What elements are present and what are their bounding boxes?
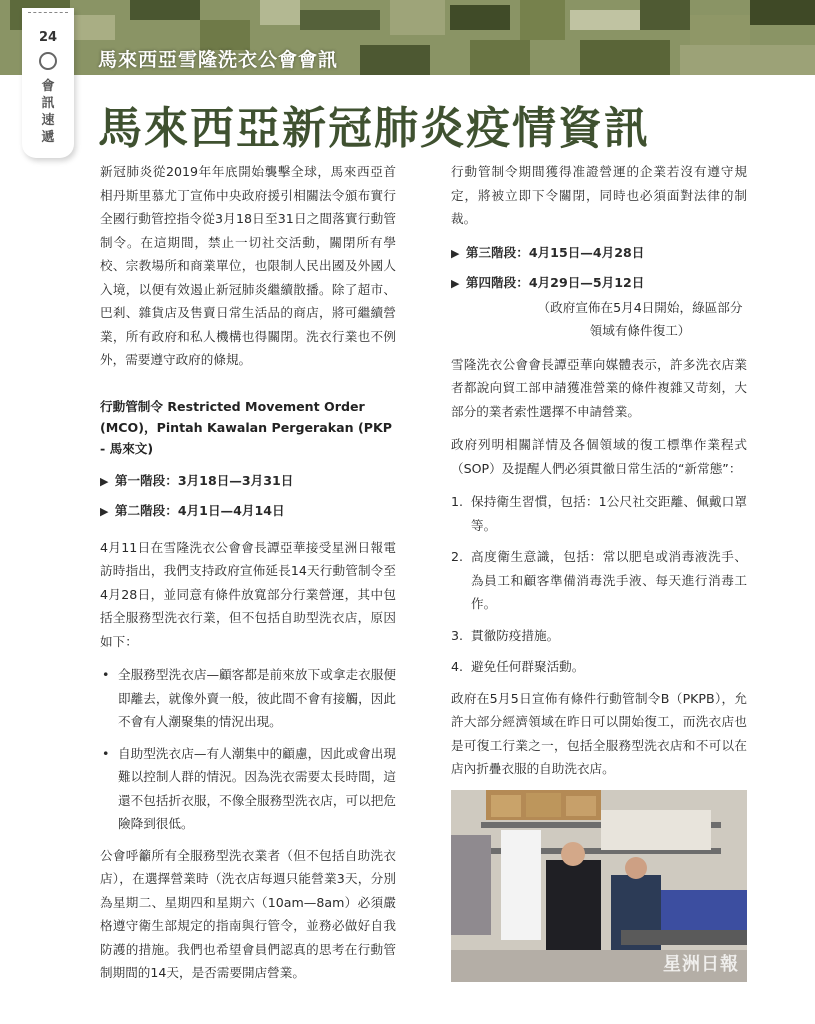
tab-label-char: 速 (41, 113, 55, 128)
list-item-text: 自助型洗衣店—有人潮集中的顧慮，因此或會出現難以控制人群的情況。因為洗衣需要太長時間，這還不包括折衣服，不像全服務型洗衣店，可以把危險降到很低。 (118, 745, 396, 831)
left-column (100, 160, 396, 995)
para-4: 行動管制令期間獲得准證營運的企業若沒有遵守規定，將被立即下令關閉，同時也必須面對法律的制裁。 (451, 164, 747, 226)
list-item (451, 655, 747, 679)
para-2: 4月11日在雪隆洗衣公會會長譚亞華接受星洲日報電訪時指出，我們支持政府宣佈延長14天行動管制令至4月28日，並同意有條件放寬部分行業營運，其中包括全服務型洗衣行業，但不包括自助型洗衣店，原因如下： (100, 539, 396, 649)
stage-4-note: （政府宣佈在5月4日開始，綠區部分領域有條件復工） (537, 299, 743, 338)
list-item-text: 保持衛生習慣，包括：1公尺社交距離、佩戴口罩等。 (471, 494, 747, 533)
ring-icon (39, 52, 57, 70)
stage-2 (100, 499, 396, 524)
para-7: 政府在5月5日宣佈有條件行動管制令B（PKPB），允許大部分經濟領域在昨日可以開始復工，而洗衣店也是可復工行業之一，包括全服務型洗衣店和不可以在店內折疊衣服的自助洗衣店。 (451, 690, 747, 776)
stage-2-label: 第二階段：4月1日—4月14日 (114, 503, 285, 518)
tab-label-char: 訊 (41, 96, 55, 111)
intro-paragraph: 新冠肺炎從2019年年底開始襲擊全球，馬來西亞首相丹斯里慕尤丁宣佈中央政府援引相關法令頒布實行全國行動管控指令從3月18日至31日之間落實行動管制令。在這期間，禁止一切社交活動，關閉所有學校、宗教場所和商業單位，也限制人民出國及外國人入境，以便有效遏止新冠肺炎繼續散播。除了超市、巴剎、雜貨店及售賣日常生活品的商店，將可繼續營業，所有政府和私人機構也得關閉。洗衣行業也不例外，需要遵守政府的條規。 (100, 164, 396, 367)
page-number: 24 (38, 30, 58, 45)
list-item (451, 624, 747, 648)
para-5: 雪隆洗衣公會會長譚亞華向媒體表示，許多洗衣店業者都說向貿工部申請獲准營業的條件複雜又苛刻，大部分的業者索性選擇不申請營業。 (451, 356, 747, 419)
para-6: 政府列明相關詳情及各個領域的復工標準作業程式（SOP）及提醒人們必須貫徹日常生活的“新常態”： (451, 437, 747, 476)
section-title: 馬來西亞雪隆洗衣公會會訊 (98, 49, 339, 71)
side-tab (22, 8, 74, 158)
reason-list (100, 663, 396, 836)
tab-label (22, 78, 74, 146)
triangle-icon: ▶ (100, 474, 109, 488)
mco-heading: 行動管制令 Restricted Movement Order (MCO)，Pintah Kawalan Pergerakan (PKP - 馬來文) (100, 398, 392, 456)
tab-label-char: 遞 (41, 130, 55, 145)
list-item (451, 545, 747, 616)
stage-1-label: 第一階段：3月18日—3月31日 (114, 472, 294, 488)
laundry-photo (451, 790, 747, 982)
list-item-text: 全服務型洗衣店—顧客都是前來放下或拿走衣服便即離去，就像外賣一般，彼此間不會有接觸，因此不會有人潮聚集的情況出現。 (118, 667, 396, 729)
article-title: 馬來西亞新冠肺炎疫情資訊 (98, 103, 650, 154)
sop-list (451, 490, 747, 679)
list-item-text: 貫徹防疫措施。 (471, 627, 560, 643)
list-number: 4. (451, 659, 464, 674)
tab-label-char: 會 (41, 79, 55, 94)
list-item (100, 663, 396, 734)
bullet-icon: • (102, 667, 110, 682)
list-item-text: 高度衛生意識，包括：常以肥皂或消毒液洗手、為員工和顧客準備消毒洗手液、每天進行消毒工作。 (471, 549, 747, 611)
triangle-icon: ▶ (100, 505, 109, 518)
list-item (100, 742, 396, 836)
stage-1 (100, 469, 396, 494)
right-column (451, 160, 747, 791)
list-item (451, 490, 747, 537)
para-3: 公會呼籲所有全服務型洗衣業者（但不包括自助洗衣店），在選擇營業時（洗衣店每週只能營業3天，分別為星期二、星期四和星期六（10am—8am）必須嚴格遵守衛生部規定的指南與行管令，並務必做好自我防護的措施。我們也希望會員們認真的思考在行動管制期間的14天，是否需要開店營業。 (100, 847, 396, 980)
list-number: 2. (451, 549, 464, 564)
list-item-text: 避免任何群聚活動。 (471, 659, 585, 674)
tab-stitch (28, 12, 68, 13)
list-number: 1. (451, 494, 464, 509)
photo-watermark: 星洲日報 (663, 954, 739, 975)
triangle-icon: ▶ (451, 246, 460, 260)
bullet-icon: • (102, 745, 110, 761)
list-number: 3. (451, 627, 464, 643)
stage-3 (451, 241, 747, 266)
stage-4 (451, 271, 747, 296)
camo-header-band (0, 0, 815, 75)
triangle-icon: ▶ (451, 277, 460, 290)
stage-4-label: 第四階段：4月29日—5月12日 (465, 275, 645, 290)
stage-3-label: 第三階段：4月15日—4月28日 (465, 244, 645, 260)
